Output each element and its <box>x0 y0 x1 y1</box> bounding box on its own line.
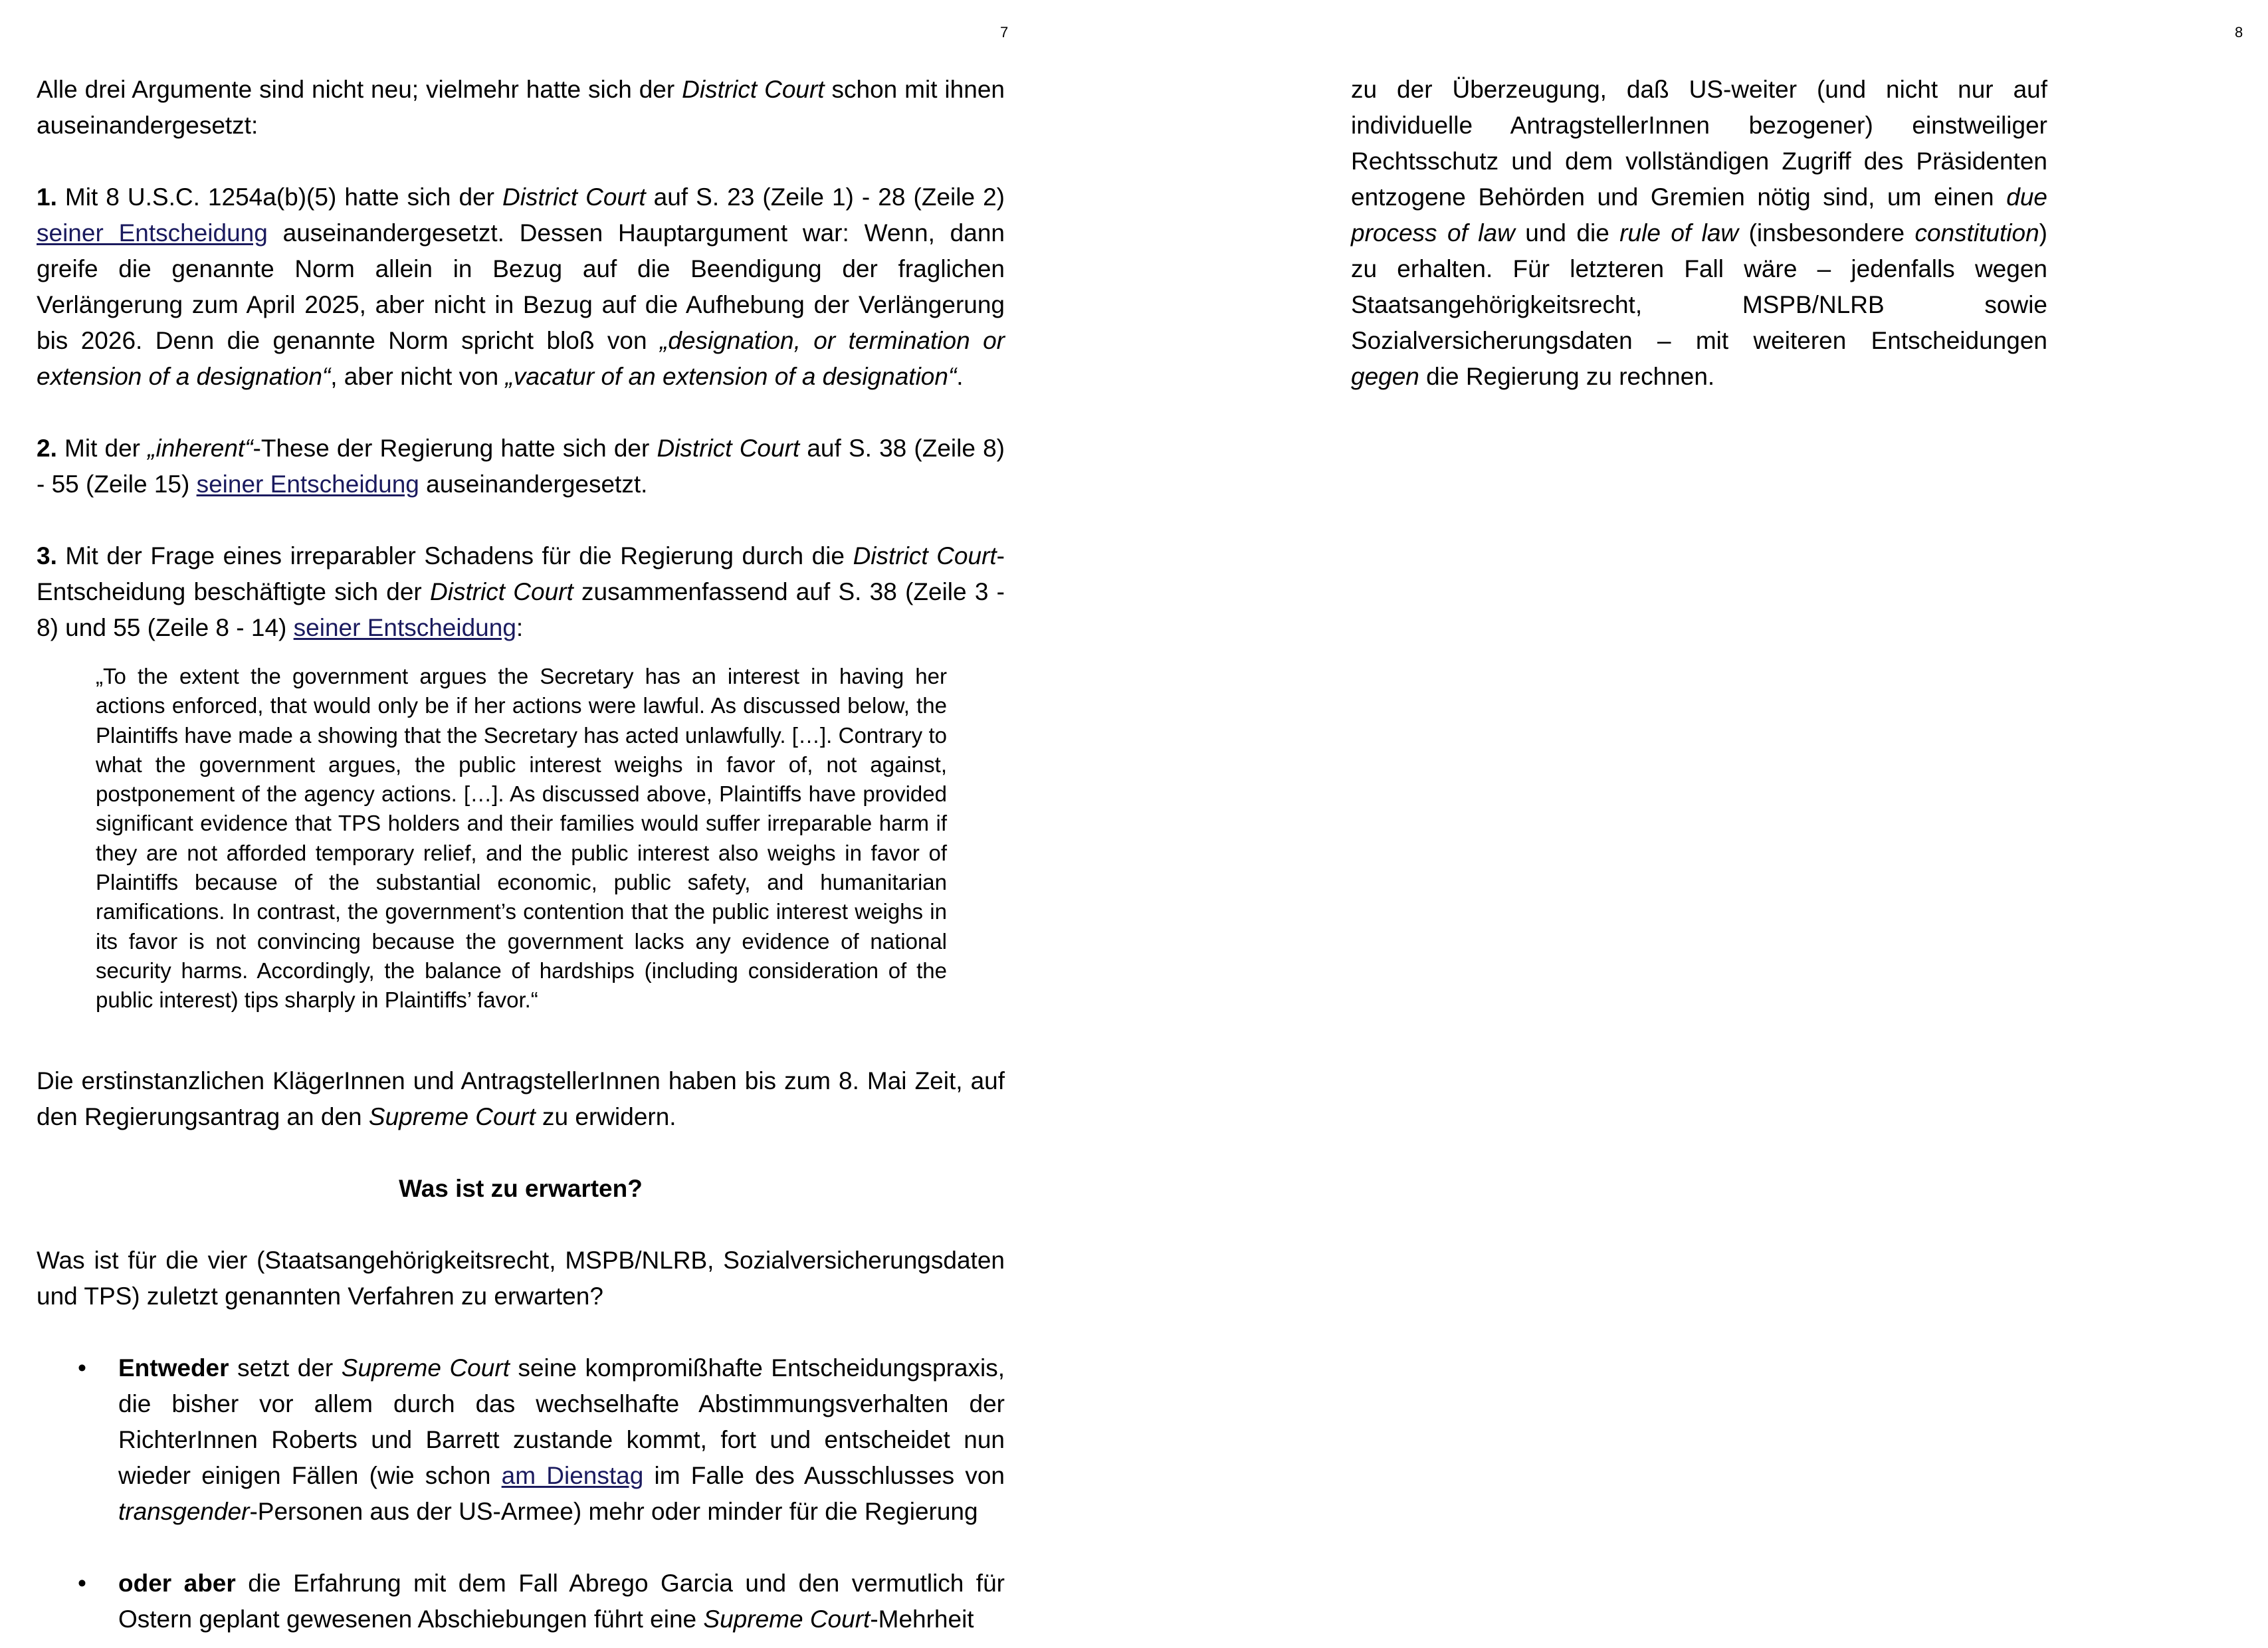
page-number: 7 <box>1000 24 1009 41</box>
page-number: 8 <box>2235 24 2243 41</box>
link-seiner-entscheidung[interactable]: seiner Entscheidung <box>196 470 419 498</box>
outcome-list <box>37 1350 1005 1637</box>
list-item: • Entweder setzt der Supreme Court seine kompromißhafte Entscheidungspraxis, die bisher vor allem durch das wechselhafte Abstimmungsverhalten der RichterInnen Roberts und Barrett zustande kommt, fort und entscheidet nun wieder einigen Fällen (wie schon am Dienstag im Falle des Ausschlusses von transgender-Personen aus der US-Armee) mehr oder minder für die Regierung <box>37 1350 1005 1530</box>
continuation-paragraph: zu der Überzeugung, daß US-weiter (und nicht nur auf individuelle AntragstellerInnen bezogener) einstweiliger Rechtsschutz und dem vollständigen Zugriff des Präsidenten entzogene Behörden und Gremien nötig sind, um einen due process of law und die rule of law (insbesondere constitution) zu erhalten. Für letzteren Fall wäre – jedenfalls wegen Staatsangehörigkeitsrecht, MSPB/NLRB sowie Sozialversicherungsdaten – mit weiteren Entscheidungen gegen die Regierung zu rechnen. <box>1351 76 2047 390</box>
link-am-dienstag[interactable]: am Dienstag <box>501 1461 644 1489</box>
block-quote: „To the extent the government argues the Secretary has an interest in having her actions enforced, that would only be if her actions were lawful. As discussed below, the Plaintiffs have made a showing that the Secretary has acted unlawfully. […]. Contrary to what the government argues, the public interest weighs in favor of, not against, postponement of the agency actions. […]. As discussed above, Plaintiffs have provided significant evidence that TPS holders and their families would suffer irreparable harm if they are not afforded temporary relief, and the public interest also weighs in favor of Plaintiffs because of the substantial economic, public safety, and humanitarian ramifications. In contrast, the government’s contention that the public interest weighs in its favor is not convincing because the government lacks any evidence of national security harms. Accordingly, the balance of hardships (including consideration of the public interest) tips sharply in Plaintiffs’ favor.“ <box>96 664 947 1013</box>
link-seiner-entscheidung[interactable]: seiner Entscheidung <box>37 219 268 247</box>
link-seiner-entscheidung[interactable]: seiner Entscheidung <box>293 614 516 641</box>
list-item: • oder aber die Erfahrung mit dem Fall Abrego Garcia und den vermutlich für Ostern geplant gewesenen Abschiebungen führt eine Supreme Court-Mehrheit <box>37 1566 1005 1637</box>
bullet-icon: • <box>78 1354 86 1382</box>
question-paragraph: Was ist für die vier (Staatsangehörigkeitsrecht, MSPB/NLRB, Sozialversicherungsdaten und TPS) zuletzt genannten Verfahren zu erwarten? <box>37 1246 1005 1310</box>
intro-paragraph: Alle drei Argumente sind nicht neu; vielmehr hatte sich der District Court schon mit ihnen auseinandergesetzt: <box>37 76 1005 139</box>
deadline-paragraph: Die erstinstanzlichen KlägerInnen und AntragstellerInnen haben bis zum 8. Mai Zeit, auf den Regierungsantrag an den Supreme Court zu erwidern. <box>37 1067 1005 1130</box>
page-8-content <box>1351 72 2047 395</box>
point-3-paragraph: 3. Mit der Frage eines irreparabler Schadens für die Regierung durch die District Court-Entscheidung beschäftigte sich der District Court zusammenfassend auf S. 38 (Zeile 3 - 8) und 55 (Zeile 8 - 14) seiner Entscheidung: <box>37 542 1005 641</box>
point-1-paragraph: 1. Mit 8 U.S.C. 1254a(b)(5) hatte sich der District Court auf S. 23 (Zeile 1) - 28 (Zeile 2) seiner Entscheidung auseinandergesetzt. Dessen Hauptargument war: Wenn, dann greife die genannte Norm allein in Bezug auf die Beendigung der fraglichen Verlängerung zum April 2025, aber nicht in Bezug auf die Aufhebung der Verlängerung bis 2026. Denn die genannte Norm spricht bloß von „designation, or termination or extension of a designation“, aber nicht von „vacatur of an extension of a designation“. <box>37 183 1005 390</box>
page-8 <box>1134 0 2268 1648</box>
page-7-content <box>37 72 1005 1637</box>
bullet-icon: • <box>78 1569 86 1597</box>
point-2-paragraph: 2. Mit der „inherent“-These der Regierung hatte sich der District Court auf S. 38 (Zeile 8) - 55 (Zeile 15) seiner Entscheidung auseinandergesetzt. <box>37 435 1005 498</box>
section-heading: Was ist zu erwarten? <box>399 1174 643 1202</box>
